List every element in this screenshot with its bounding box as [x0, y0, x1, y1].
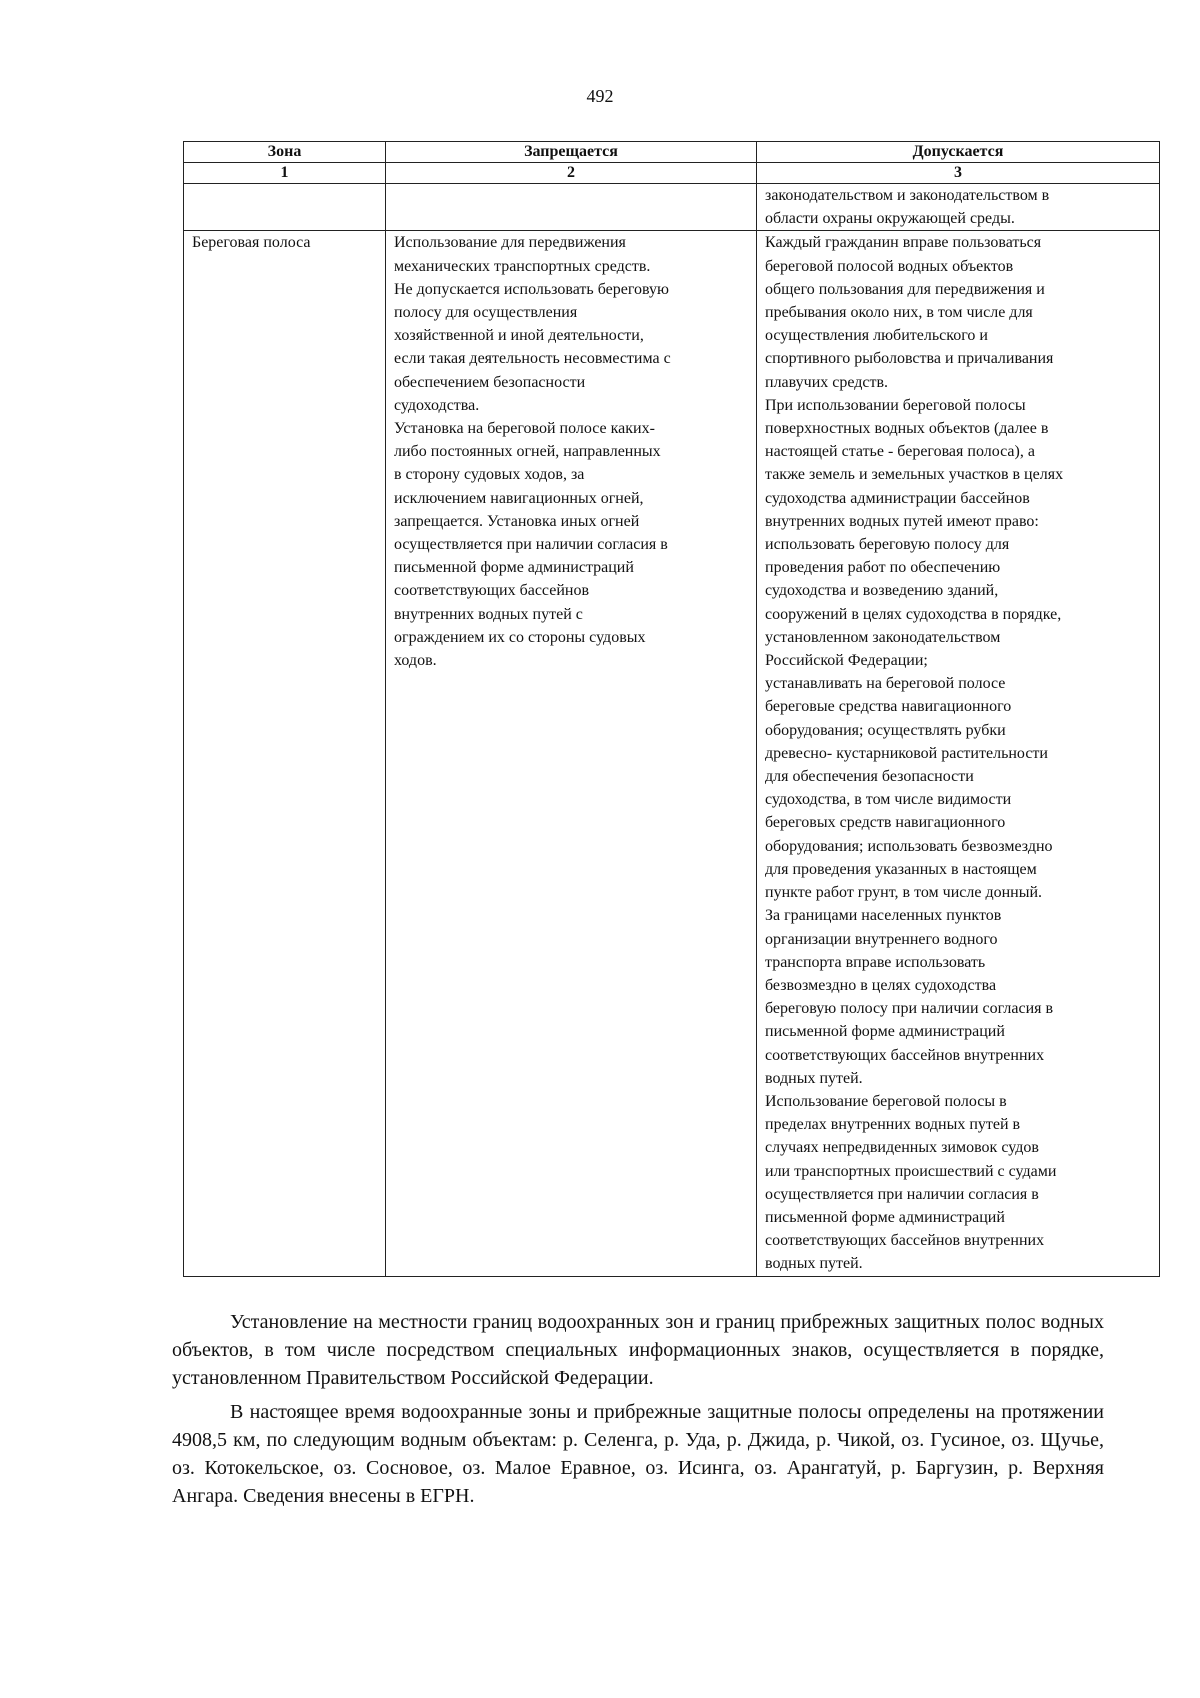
cell-text-line: При использовании береговой полосы — [765, 396, 1026, 414]
table-header-row — [184, 142, 1160, 163]
cell-text-line: запрещается. Установка иных огней — [394, 512, 640, 530]
cell-text-line: Не допускается использовать береговую — [394, 280, 669, 298]
column-number-1: 1 — [184, 163, 386, 184]
cell-text-line: соответствующих бассейнов внутренних — [765, 1046, 1045, 1064]
cell-text-line: внутренних водных путей имеют право: — [765, 512, 1039, 530]
cell-text-line: общего пользования для передвижения и — [765, 280, 1045, 298]
cell-text-line: настоящей статье - береговая полоса), а — [765, 443, 1035, 461]
cell-text-line: в сторону судовых ходов, за — [394, 466, 585, 484]
cell-text-line: транспорта вправе использовать — [765, 953, 986, 971]
cell-text-line: оборудования; использовать безвозмездно — [765, 837, 1053, 855]
cell-text-line: для обеспечения безопасности — [765, 768, 974, 786]
cell-text-line: полосу для осуществления — [394, 304, 578, 322]
cell-text-line: оборудования; осуществлять рубки — [765, 721, 1006, 739]
cell-text-line: Каждый гражданин вправе пользоваться — [765, 234, 1042, 252]
cell-text-line: области охраны окружающей среды. — [765, 210, 1015, 228]
column-number-3: 3 — [757, 163, 1160, 184]
header-forbidden: Запрещается — [386, 142, 757, 163]
cell-text-line: береговые средства навигационного — [765, 698, 1012, 716]
cell-text-line: ограждением их со стороны судовых — [394, 628, 646, 646]
cell-text-line: либо постоянных огней, направленных — [394, 443, 661, 461]
column-number-2: 2 — [386, 163, 757, 184]
cell-text-line: безвозмездно в целях судоходства — [765, 976, 997, 994]
cell-text-line: береговых средств навигационного — [765, 814, 1006, 832]
paragraph: В настоящее время водоохранные зоны и прибрежные защитные полосы определены на протяжении 4908,5 км, по следующим водным объектам: р. Селенга, р. Уда, р. Джида, р. Чикой, оз. Гусиное, оз. Щучье, оз. Котокельское, оз. Сосновое, оз. Малое Еравное, оз. Исинга, оз. Арангатуй, р. Баргузин, р. Верхняя Ангара. Сведения внесены в ЕГРН. — [172, 1401, 1104, 1507]
cell-text-line: пределах внутренних водных путей в — [765, 1116, 1021, 1134]
table-row-shore-strip — [184, 231, 1160, 1276]
cell-text-line: соответствующих бассейнов внутренних — [765, 1232, 1045, 1250]
cell-text-line: Российской Федерации; — [765, 652, 928, 670]
cell-text-line: внутренних водных путей с — [394, 605, 583, 623]
cell-text-line: береговую полосу при наличии согласия в — [765, 1000, 1054, 1018]
cell-forbidden-empty — [386, 184, 757, 231]
cell-text-line: осуществляется при наличии согласия в — [765, 1185, 1039, 1203]
cell-text-line: законодательством и законодательством в — [765, 187, 1050, 204]
cell-text-line: письменной форме администраций — [394, 559, 634, 577]
body-text — [172, 1308, 1104, 1516]
cell-text-line: водных путей. — [765, 1069, 863, 1087]
cell-text-line: хозяйственной и иной деятельности, — [394, 327, 644, 345]
paragraph: Установление на местности границ водоохранных зон и границ прибрежных защитных полос водных объектов, в том числе посредством специальных информационных знаков, осуществляется в порядке, установленном Правительством Российской Федерации. — [172, 1311, 1104, 1389]
cell-text-line: Установка на береговой полосе каких- — [394, 420, 655, 438]
cell-text-line: За границами населенных пунктов — [765, 907, 1002, 925]
cell-text-line: спортивного рыболовства и причаливания — [765, 350, 1054, 368]
cell-text-line: проведения работ по обеспечению — [765, 559, 1001, 577]
cell-text-line: или транспортных происшествий с судами — [765, 1162, 1057, 1180]
cell-text-line: судоходства, в том числе видимости — [765, 791, 1012, 809]
cell-forbidden — [386, 231, 757, 1276]
page-number: 492 — [586, 86, 614, 106]
cell-text-line: плавучих средств. — [765, 373, 889, 391]
cell-text-line: использовать береговую полосу для — [765, 536, 1010, 554]
cell-text-line: для проведения указанных в настоящем — [765, 860, 1037, 878]
zones-table — [183, 141, 1160, 1277]
cell-text-line: соответствующих бассейнов — [394, 582, 589, 600]
cell-text-line: письменной форме администраций — [765, 1208, 1005, 1226]
header-allowed: Допускается — [757, 142, 1160, 163]
cell-text-line: случаях непредвиденных зимовок судов — [765, 1139, 1039, 1157]
cell-text-line: установленном законодательством — [765, 628, 1001, 646]
cell-text-line: древесно- кустарниковой растительности — [765, 744, 1048, 762]
cell-text-line: пункте работ грунт, в том числе донный. — [765, 884, 1043, 902]
table-row-continuation — [184, 184, 1160, 231]
cell-text-line: осуществления любительского и — [765, 327, 988, 345]
cell-allowed-continuation — [757, 184, 1160, 231]
cell-zone-empty — [184, 184, 386, 231]
cell-text-line: судоходства и возведению зданий, — [765, 582, 999, 600]
cell-text-line: поверхностных водных объектов (далее в — [765, 420, 1049, 438]
cell-text-line: механических транспортных средств. — [394, 257, 651, 275]
cell-text-line: Использование береговой полосы в — [765, 1092, 1007, 1110]
cell-text-line: если такая деятельность несовместима с — [394, 350, 671, 368]
cell-allowed — [757, 231, 1160, 1276]
cell-text-line: береговой полосой водных объектов — [765, 257, 1014, 275]
cell-text-line: обеспечением безопасности — [394, 373, 586, 391]
cell-zone: Береговая полоса — [184, 231, 386, 1276]
cell-text-line: сооружений в целях судоходства в порядке, — [765, 605, 1062, 623]
cell-text-line: исключением навигационных огней, — [394, 489, 644, 507]
header-zone: Зона — [184, 142, 386, 163]
cell-text-line: судоходства. — [394, 396, 480, 414]
cell-text-line: Использование для передвижения — [394, 234, 626, 252]
table-column-numbers-row — [184, 163, 1160, 184]
cell-text-line: судоходства администрации бассейнов — [765, 489, 1030, 507]
cell-text-line: устанавливать на береговой полосе — [765, 675, 1006, 693]
cell-text-line: водных путей. — [765, 1255, 863, 1273]
cell-text-line: осуществляется при наличии согласия в — [394, 536, 668, 554]
cell-text-line: ходов. — [394, 652, 437, 670]
cell-text-line: организации внутреннего водного — [765, 930, 998, 948]
cell-text-line: письменной форме администраций — [765, 1023, 1005, 1041]
cell-text-line: также земель и земельных участков в целях — [765, 466, 1064, 484]
cell-text-line: пребывания около них, в том числе для — [765, 304, 1033, 322]
